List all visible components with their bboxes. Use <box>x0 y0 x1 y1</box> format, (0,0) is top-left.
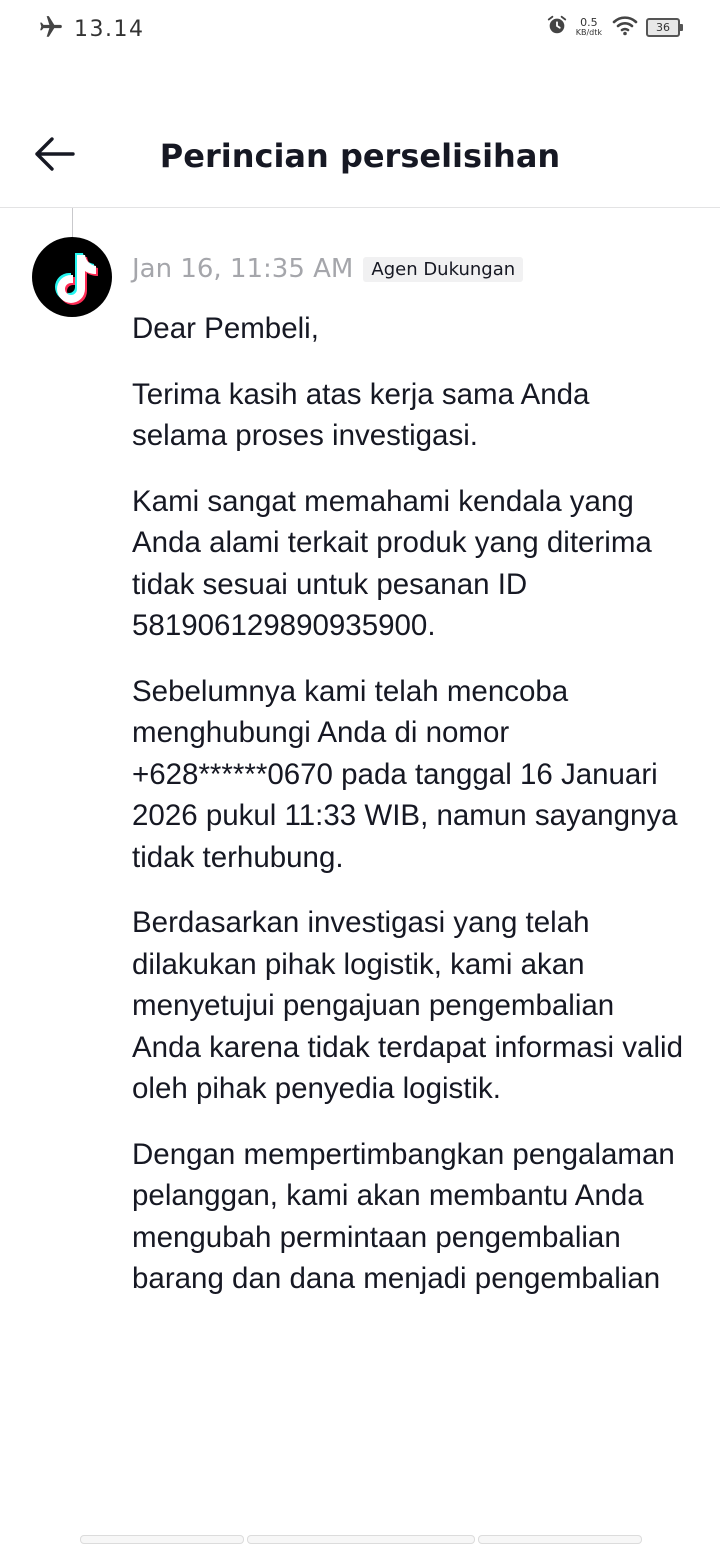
network-speed-unit: KB/dtk <box>575 28 602 37</box>
battery-level: 36 <box>656 20 670 34</box>
message-paragraph: Berdasarkan investigasi yang telah dilakukan pihak logistik, kami akan menyetujui pengajuan pengembalian Anda karena tidak terdapat informasi valid oleh pihak penyedia logistik. <box>132 906 683 1105</box>
status-left <box>38 14 144 44</box>
battery-icon <box>646 18 680 37</box>
thread-connector <box>72 208 73 238</box>
message-body <box>132 308 687 1366</box>
airplane-icon <box>38 14 64 44</box>
message-paragraph: Sebelumnya kami telah mencoba menghubungi Anda di nomor +628******0670 pada tanggal 16 Januari 2026 pukul 11:33 WIB, namun sayangnya tidak terhubung. <box>132 674 678 874</box>
status-bar <box>0 0 720 56</box>
message-paragraph: Dear Pembeli, <box>132 312 319 345</box>
tiktok-logo <box>32 237 112 317</box>
wifi-icon <box>612 14 638 40</box>
alarm-icon <box>546 14 568 40</box>
status-time: 13.14 <box>74 16 145 42</box>
gesture-bar-left <box>80 1535 244 1544</box>
gesture-bar-right <box>478 1535 642 1544</box>
role-badge: Agen Dukungan <box>363 257 523 282</box>
message-paragraph: Dengan mempertimbangkan pengalaman pelanggan, kami akan membantu Anda mengubah permintaan pengembalian barang dan dana menjadi pengembalian <box>132 1137 675 1295</box>
page-title: Perincian perselisihan <box>159 137 561 175</box>
avatar[interactable] <box>32 237 112 317</box>
status-right <box>546 14 680 40</box>
network-speed-value: 0.5 <box>580 16 598 29</box>
message-timestamp: Jan 16, 11:35 AM <box>132 254 354 284</box>
page-header <box>0 104 720 208</box>
message-paragraph: Kami sangat memahami kendala yang Anda alami terkait produk yang diterima tidak sesuai untuk pesanan ID 581906129890935900. <box>132 484 652 642</box>
message-meta <box>132 254 523 284</box>
message-paragraph: Terima kasih atas kerja sama Anda selama proses investigasi. <box>132 377 590 452</box>
network-speed <box>576 17 602 37</box>
gesture-bar-center <box>247 1535 475 1544</box>
